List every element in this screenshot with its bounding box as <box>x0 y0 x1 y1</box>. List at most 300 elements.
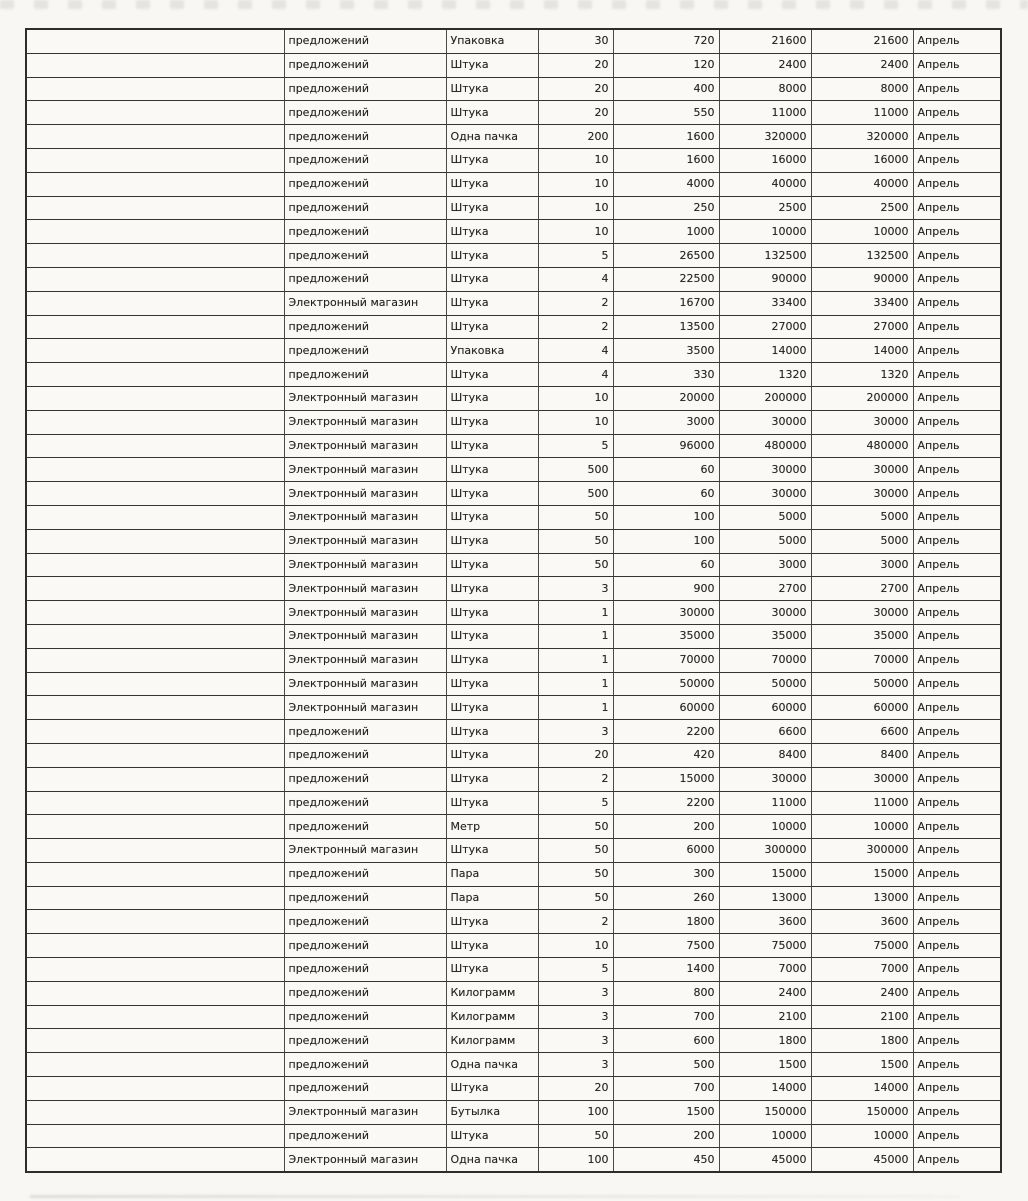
cell-unit: Штука <box>446 648 538 672</box>
cell-method: предложений <box>284 981 446 1005</box>
cell-unit: Штука <box>446 77 538 101</box>
cell-total-2: 2500 <box>811 196 913 220</box>
table-row <box>26 839 1001 863</box>
cell-total-2: 2400 <box>811 53 913 77</box>
cell-month: Апрель <box>913 910 1001 934</box>
cell-empty <box>26 172 284 196</box>
cell-quantity: 10 <box>538 934 613 958</box>
cell-month: Апрель <box>913 862 1001 886</box>
table-row <box>26 1124 1001 1148</box>
table-row <box>26 410 1001 434</box>
cell-total-2: 10000 <box>811 815 913 839</box>
cell-quantity: 50 <box>538 815 613 839</box>
cell-month: Апрель <box>913 1053 1001 1077</box>
cell-quantity: 4 <box>538 339 613 363</box>
cell-empty <box>26 1148 284 1172</box>
cell-total: 200000 <box>719 386 811 410</box>
cell-total-2: 30000 <box>811 601 913 625</box>
cell-empty <box>26 1077 284 1101</box>
cell-month: Апрель <box>913 339 1001 363</box>
cell-quantity: 1 <box>538 601 613 625</box>
cell-empty <box>26 125 284 149</box>
cell-unit: Штука <box>446 291 538 315</box>
cell-total-2: 480000 <box>811 434 913 458</box>
cell-price: 96000 <box>613 434 719 458</box>
table-row <box>26 624 1001 648</box>
cell-month: Апрель <box>913 101 1001 125</box>
table-row <box>26 886 1001 910</box>
cell-method: предложений <box>284 815 446 839</box>
cell-unit: Метр <box>446 815 538 839</box>
table-row <box>26 53 1001 77</box>
cell-method: предложений <box>284 1029 446 1053</box>
cell-price: 500 <box>613 1053 719 1077</box>
cell-unit: Штука <box>446 363 538 387</box>
cell-month: Апрель <box>913 505 1001 529</box>
cell-quantity: 50 <box>538 886 613 910</box>
cell-method: предложений <box>284 886 446 910</box>
cell-price: 30000 <box>613 601 719 625</box>
cell-price: 100 <box>613 505 719 529</box>
cell-empty <box>26 791 284 815</box>
cell-total-2: 11000 <box>811 101 913 125</box>
cell-price: 260 <box>613 886 719 910</box>
cell-unit: Штука <box>446 434 538 458</box>
cell-total-2: 8000 <box>811 77 913 101</box>
cell-method: Электронный магазин <box>284 529 446 553</box>
cell-total: 16000 <box>719 148 811 172</box>
cell-unit: Штука <box>446 505 538 529</box>
cell-unit: Штука <box>446 672 538 696</box>
table-row <box>26 196 1001 220</box>
cell-total-2: 2700 <box>811 577 913 601</box>
cell-month: Апрель <box>913 267 1001 291</box>
cell-total: 320000 <box>719 125 811 149</box>
table-row <box>26 339 1001 363</box>
cell-empty <box>26 934 284 958</box>
cell-total-2: 132500 <box>811 244 913 268</box>
cell-total-2: 33400 <box>811 291 913 315</box>
cell-month: Апрель <box>913 886 1001 910</box>
cell-empty <box>26 553 284 577</box>
cell-quantity: 50 <box>538 553 613 577</box>
cell-empty <box>26 958 284 982</box>
cell-total: 30000 <box>719 601 811 625</box>
cell-total: 45000 <box>719 1148 811 1172</box>
cell-price: 26500 <box>613 244 719 268</box>
cell-quantity: 3 <box>538 1029 613 1053</box>
cell-total: 35000 <box>719 624 811 648</box>
cell-method: предложений <box>284 1124 446 1148</box>
cell-month: Апрель <box>913 601 1001 625</box>
cell-price: 700 <box>613 1005 719 1029</box>
table-row <box>26 291 1001 315</box>
cell-quantity: 3 <box>538 1053 613 1077</box>
cell-empty <box>26 363 284 387</box>
cell-month: Апрель <box>913 172 1001 196</box>
table-row <box>26 458 1001 482</box>
cell-total-2: 1320 <box>811 363 913 387</box>
cell-total: 3000 <box>719 553 811 577</box>
procurement-table-body <box>26 29 1001 1172</box>
cell-empty <box>26 53 284 77</box>
cell-unit: Штука <box>446 624 538 648</box>
cell-empty <box>26 434 284 458</box>
cell-unit: Штука <box>446 1077 538 1101</box>
cell-method: Электронный магазин <box>284 672 446 696</box>
cell-unit: Штука <box>446 839 538 863</box>
cell-total-2: 2400 <box>811 981 913 1005</box>
cell-total-2: 11000 <box>811 791 913 815</box>
cell-total: 2500 <box>719 196 811 220</box>
cell-price: 900 <box>613 577 719 601</box>
cell-method: Электронный магазин <box>284 482 446 506</box>
cell-empty <box>26 410 284 434</box>
cell-total: 90000 <box>719 267 811 291</box>
cell-price: 3000 <box>613 410 719 434</box>
cell-total-2: 30000 <box>811 458 913 482</box>
cell-total: 11000 <box>719 101 811 125</box>
cell-empty <box>26 529 284 553</box>
cell-empty <box>26 886 284 910</box>
table-row <box>26 125 1001 149</box>
cell-unit: Штука <box>446 601 538 625</box>
table-row <box>26 101 1001 125</box>
cell-month: Апрель <box>913 410 1001 434</box>
cell-unit: Килограмм <box>446 981 538 1005</box>
table-row <box>26 244 1001 268</box>
cell-total: 150000 <box>719 1100 811 1124</box>
cell-month: Апрель <box>913 815 1001 839</box>
cell-quantity: 10 <box>538 196 613 220</box>
cell-method: предложений <box>284 363 446 387</box>
table-row <box>26 1100 1001 1124</box>
cell-unit: Штука <box>446 910 538 934</box>
cell-price: 300 <box>613 862 719 886</box>
cell-month: Апрель <box>913 125 1001 149</box>
cell-total-2: 40000 <box>811 172 913 196</box>
cell-total-2: 7000 <box>811 958 913 982</box>
cell-quantity: 10 <box>538 148 613 172</box>
cell-total: 8000 <box>719 77 811 101</box>
cell-total-2: 2100 <box>811 1005 913 1029</box>
cell-empty <box>26 601 284 625</box>
cell-price: 3500 <box>613 339 719 363</box>
cell-total-2: 3600 <box>811 910 913 934</box>
cell-empty <box>26 29 284 53</box>
cell-quantity: 2 <box>538 315 613 339</box>
cell-quantity: 3 <box>538 577 613 601</box>
table-row <box>26 1029 1001 1053</box>
cell-empty <box>26 101 284 125</box>
cell-empty <box>26 672 284 696</box>
cell-method: Электронный магазин <box>284 696 446 720</box>
cell-month: Апрель <box>913 648 1001 672</box>
cell-total-2: 75000 <box>811 934 913 958</box>
cell-total: 70000 <box>719 648 811 672</box>
scan-artifact-bottom-line <box>30 1195 960 1198</box>
table-row <box>26 386 1001 410</box>
cell-total-2: 200000 <box>811 386 913 410</box>
cell-method: предложений <box>284 1077 446 1101</box>
cell-total-2: 14000 <box>811 1077 913 1101</box>
cell-price: 250 <box>613 196 719 220</box>
cell-unit: Штука <box>446 553 538 577</box>
table-row <box>26 267 1001 291</box>
cell-total-2: 5000 <box>811 529 913 553</box>
cell-unit: Штука <box>446 220 538 244</box>
cell-quantity: 50 <box>538 839 613 863</box>
cell-total: 2400 <box>719 981 811 1005</box>
cell-total: 30000 <box>719 458 811 482</box>
cell-quantity: 1 <box>538 624 613 648</box>
cell-unit: Бутылка <box>446 1100 538 1124</box>
cell-unit: Пара <box>446 886 538 910</box>
cell-empty <box>26 77 284 101</box>
cell-total-2: 10000 <box>811 220 913 244</box>
cell-month: Апрель <box>913 315 1001 339</box>
cell-total: 480000 <box>719 434 811 458</box>
cell-total: 1500 <box>719 1053 811 1077</box>
cell-total-2: 30000 <box>811 410 913 434</box>
cell-month: Апрель <box>913 1077 1001 1101</box>
cell-total: 14000 <box>719 1077 811 1101</box>
cell-total: 5000 <box>719 529 811 553</box>
cell-unit: Штука <box>446 482 538 506</box>
table-row <box>26 482 1001 506</box>
cell-method: предложений <box>284 743 446 767</box>
cell-method: предложений <box>284 244 446 268</box>
table-row <box>26 815 1001 839</box>
cell-price: 100 <box>613 529 719 553</box>
cell-unit: Штука <box>446 743 538 767</box>
cell-total-2: 13000 <box>811 886 913 910</box>
cell-total: 21600 <box>719 29 811 53</box>
cell-price: 2200 <box>613 791 719 815</box>
cell-quantity: 2 <box>538 910 613 934</box>
cell-empty <box>26 244 284 268</box>
cell-month: Апрель <box>913 291 1001 315</box>
cell-unit: Штука <box>446 101 538 125</box>
cell-method: предложений <box>284 862 446 886</box>
cell-unit: Штука <box>446 410 538 434</box>
table-row <box>26 720 1001 744</box>
cell-empty <box>26 1100 284 1124</box>
cell-unit: Штука <box>446 767 538 791</box>
cell-quantity: 1 <box>538 648 613 672</box>
cell-unit: Килограмм <box>446 1005 538 1029</box>
cell-method: Электронный магазин <box>284 434 446 458</box>
cell-method: Электронный магазин <box>284 839 446 863</box>
cell-total-2: 30000 <box>811 767 913 791</box>
cell-quantity: 3 <box>538 1005 613 1029</box>
cell-total: 132500 <box>719 244 811 268</box>
cell-month: Апрель <box>913 720 1001 744</box>
cell-unit: Штука <box>446 934 538 958</box>
cell-unit: Штука <box>446 386 538 410</box>
table-row <box>26 648 1001 672</box>
scan-artifact-top-strip <box>0 0 1028 9</box>
cell-unit: Штука <box>446 458 538 482</box>
cell-quantity: 20 <box>538 743 613 767</box>
table-row <box>26 767 1001 791</box>
table-row <box>26 1005 1001 1029</box>
cell-unit: Упаковка <box>446 339 538 363</box>
cell-quantity: 500 <box>538 482 613 506</box>
cell-total-2: 70000 <box>811 648 913 672</box>
cell-month: Апрель <box>913 53 1001 77</box>
cell-unit: Штука <box>446 720 538 744</box>
cell-price: 200 <box>613 1124 719 1148</box>
table-row <box>26 553 1001 577</box>
cell-empty <box>26 767 284 791</box>
cell-price: 1500 <box>613 1100 719 1124</box>
cell-price: 60 <box>613 553 719 577</box>
table-row <box>26 1148 1001 1172</box>
table-row <box>26 1053 1001 1077</box>
cell-empty <box>26 458 284 482</box>
cell-quantity: 200 <box>538 125 613 149</box>
cell-unit: Штука <box>446 791 538 815</box>
cell-quantity: 1 <box>538 672 613 696</box>
cell-total: 11000 <box>719 791 811 815</box>
cell-price: 4000 <box>613 172 719 196</box>
cell-price: 450 <box>613 1148 719 1172</box>
cell-month: Апрель <box>913 624 1001 648</box>
cell-total-2: 15000 <box>811 862 913 886</box>
cell-total-2: 5000 <box>811 505 913 529</box>
cell-total-2: 45000 <box>811 1148 913 1172</box>
cell-month: Апрель <box>913 458 1001 482</box>
cell-total-2: 1800 <box>811 1029 913 1053</box>
cell-method: предложений <box>284 172 446 196</box>
cell-price: 7500 <box>613 934 719 958</box>
table-row <box>26 172 1001 196</box>
table-row <box>26 981 1001 1005</box>
table-row <box>26 791 1001 815</box>
procurement-table <box>25 28 1002 1173</box>
cell-price: 20000 <box>613 386 719 410</box>
cell-total-2: 320000 <box>811 125 913 149</box>
cell-unit: Штука <box>446 148 538 172</box>
cell-quantity: 1 <box>538 696 613 720</box>
cell-price: 600 <box>613 1029 719 1053</box>
cell-total-2: 35000 <box>811 624 913 648</box>
cell-method: Электронный магазин <box>284 1148 446 1172</box>
table-row <box>26 148 1001 172</box>
cell-unit: Одна пачка <box>446 1053 538 1077</box>
cell-method: предложений <box>284 125 446 149</box>
cell-total-2: 21600 <box>811 29 913 53</box>
table-row <box>26 958 1001 982</box>
cell-month: Апрель <box>913 29 1001 53</box>
cell-total: 1800 <box>719 1029 811 1053</box>
table-row <box>26 220 1001 244</box>
cell-month: Апрель <box>913 553 1001 577</box>
cell-total-2: 27000 <box>811 315 913 339</box>
cell-quantity: 30 <box>538 29 613 53</box>
cell-quantity: 4 <box>538 267 613 291</box>
cell-empty <box>26 624 284 648</box>
cell-month: Апрель <box>913 196 1001 220</box>
cell-quantity: 100 <box>538 1148 613 1172</box>
cell-price: 50000 <box>613 672 719 696</box>
cell-method: предложений <box>284 196 446 220</box>
cell-empty <box>26 291 284 315</box>
cell-month: Апрель <box>913 482 1001 506</box>
cell-quantity: 3 <box>538 981 613 1005</box>
cell-empty <box>26 910 284 934</box>
cell-total: 75000 <box>719 934 811 958</box>
cell-empty <box>26 1029 284 1053</box>
cell-method: предложений <box>284 910 446 934</box>
cell-empty <box>26 839 284 863</box>
cell-total: 300000 <box>719 839 811 863</box>
table-row <box>26 29 1001 53</box>
cell-empty <box>26 220 284 244</box>
table-row <box>26 363 1001 387</box>
cell-total: 14000 <box>719 339 811 363</box>
cell-empty <box>26 1053 284 1077</box>
cell-empty <box>26 148 284 172</box>
cell-total: 8400 <box>719 743 811 767</box>
cell-price: 800 <box>613 981 719 1005</box>
cell-unit: Штука <box>446 696 538 720</box>
cell-quantity: 5 <box>538 244 613 268</box>
cell-unit: Штука <box>446 958 538 982</box>
cell-total: 2400 <box>719 53 811 77</box>
cell-price: 60 <box>613 458 719 482</box>
cell-unit: Штука <box>446 529 538 553</box>
cell-total: 15000 <box>719 862 811 886</box>
cell-method: предложений <box>284 1005 446 1029</box>
cell-price: 6000 <box>613 839 719 863</box>
cell-empty <box>26 815 284 839</box>
cell-method: предложений <box>284 720 446 744</box>
cell-quantity: 4 <box>538 363 613 387</box>
cell-total: 3600 <box>719 910 811 934</box>
cell-month: Апрель <box>913 220 1001 244</box>
cell-month: Апрель <box>913 77 1001 101</box>
cell-empty <box>26 696 284 720</box>
cell-total-2: 6600 <box>811 720 913 744</box>
cell-quantity: 50 <box>538 862 613 886</box>
cell-month: Апрель <box>913 767 1001 791</box>
table-row <box>26 434 1001 458</box>
cell-empty <box>26 339 284 363</box>
cell-price: 550 <box>613 101 719 125</box>
cell-empty <box>26 720 284 744</box>
cell-method: предложений <box>284 101 446 125</box>
cell-total: 33400 <box>719 291 811 315</box>
cell-method: предложений <box>284 339 446 363</box>
cell-method: Электронный магазин <box>284 410 446 434</box>
cell-price: 1600 <box>613 125 719 149</box>
cell-method: Электронный магазин <box>284 624 446 648</box>
cell-price: 330 <box>613 363 719 387</box>
cell-month: Апрель <box>913 1029 1001 1053</box>
cell-quantity: 5 <box>538 434 613 458</box>
table-row <box>26 577 1001 601</box>
cell-month: Апрель <box>913 1148 1001 1172</box>
cell-unit: Пара <box>446 862 538 886</box>
cell-empty <box>26 577 284 601</box>
cell-empty <box>26 648 284 672</box>
cell-total-2: 14000 <box>811 339 913 363</box>
cell-method: предложений <box>284 148 446 172</box>
cell-empty <box>26 315 284 339</box>
cell-total: 30000 <box>719 767 811 791</box>
